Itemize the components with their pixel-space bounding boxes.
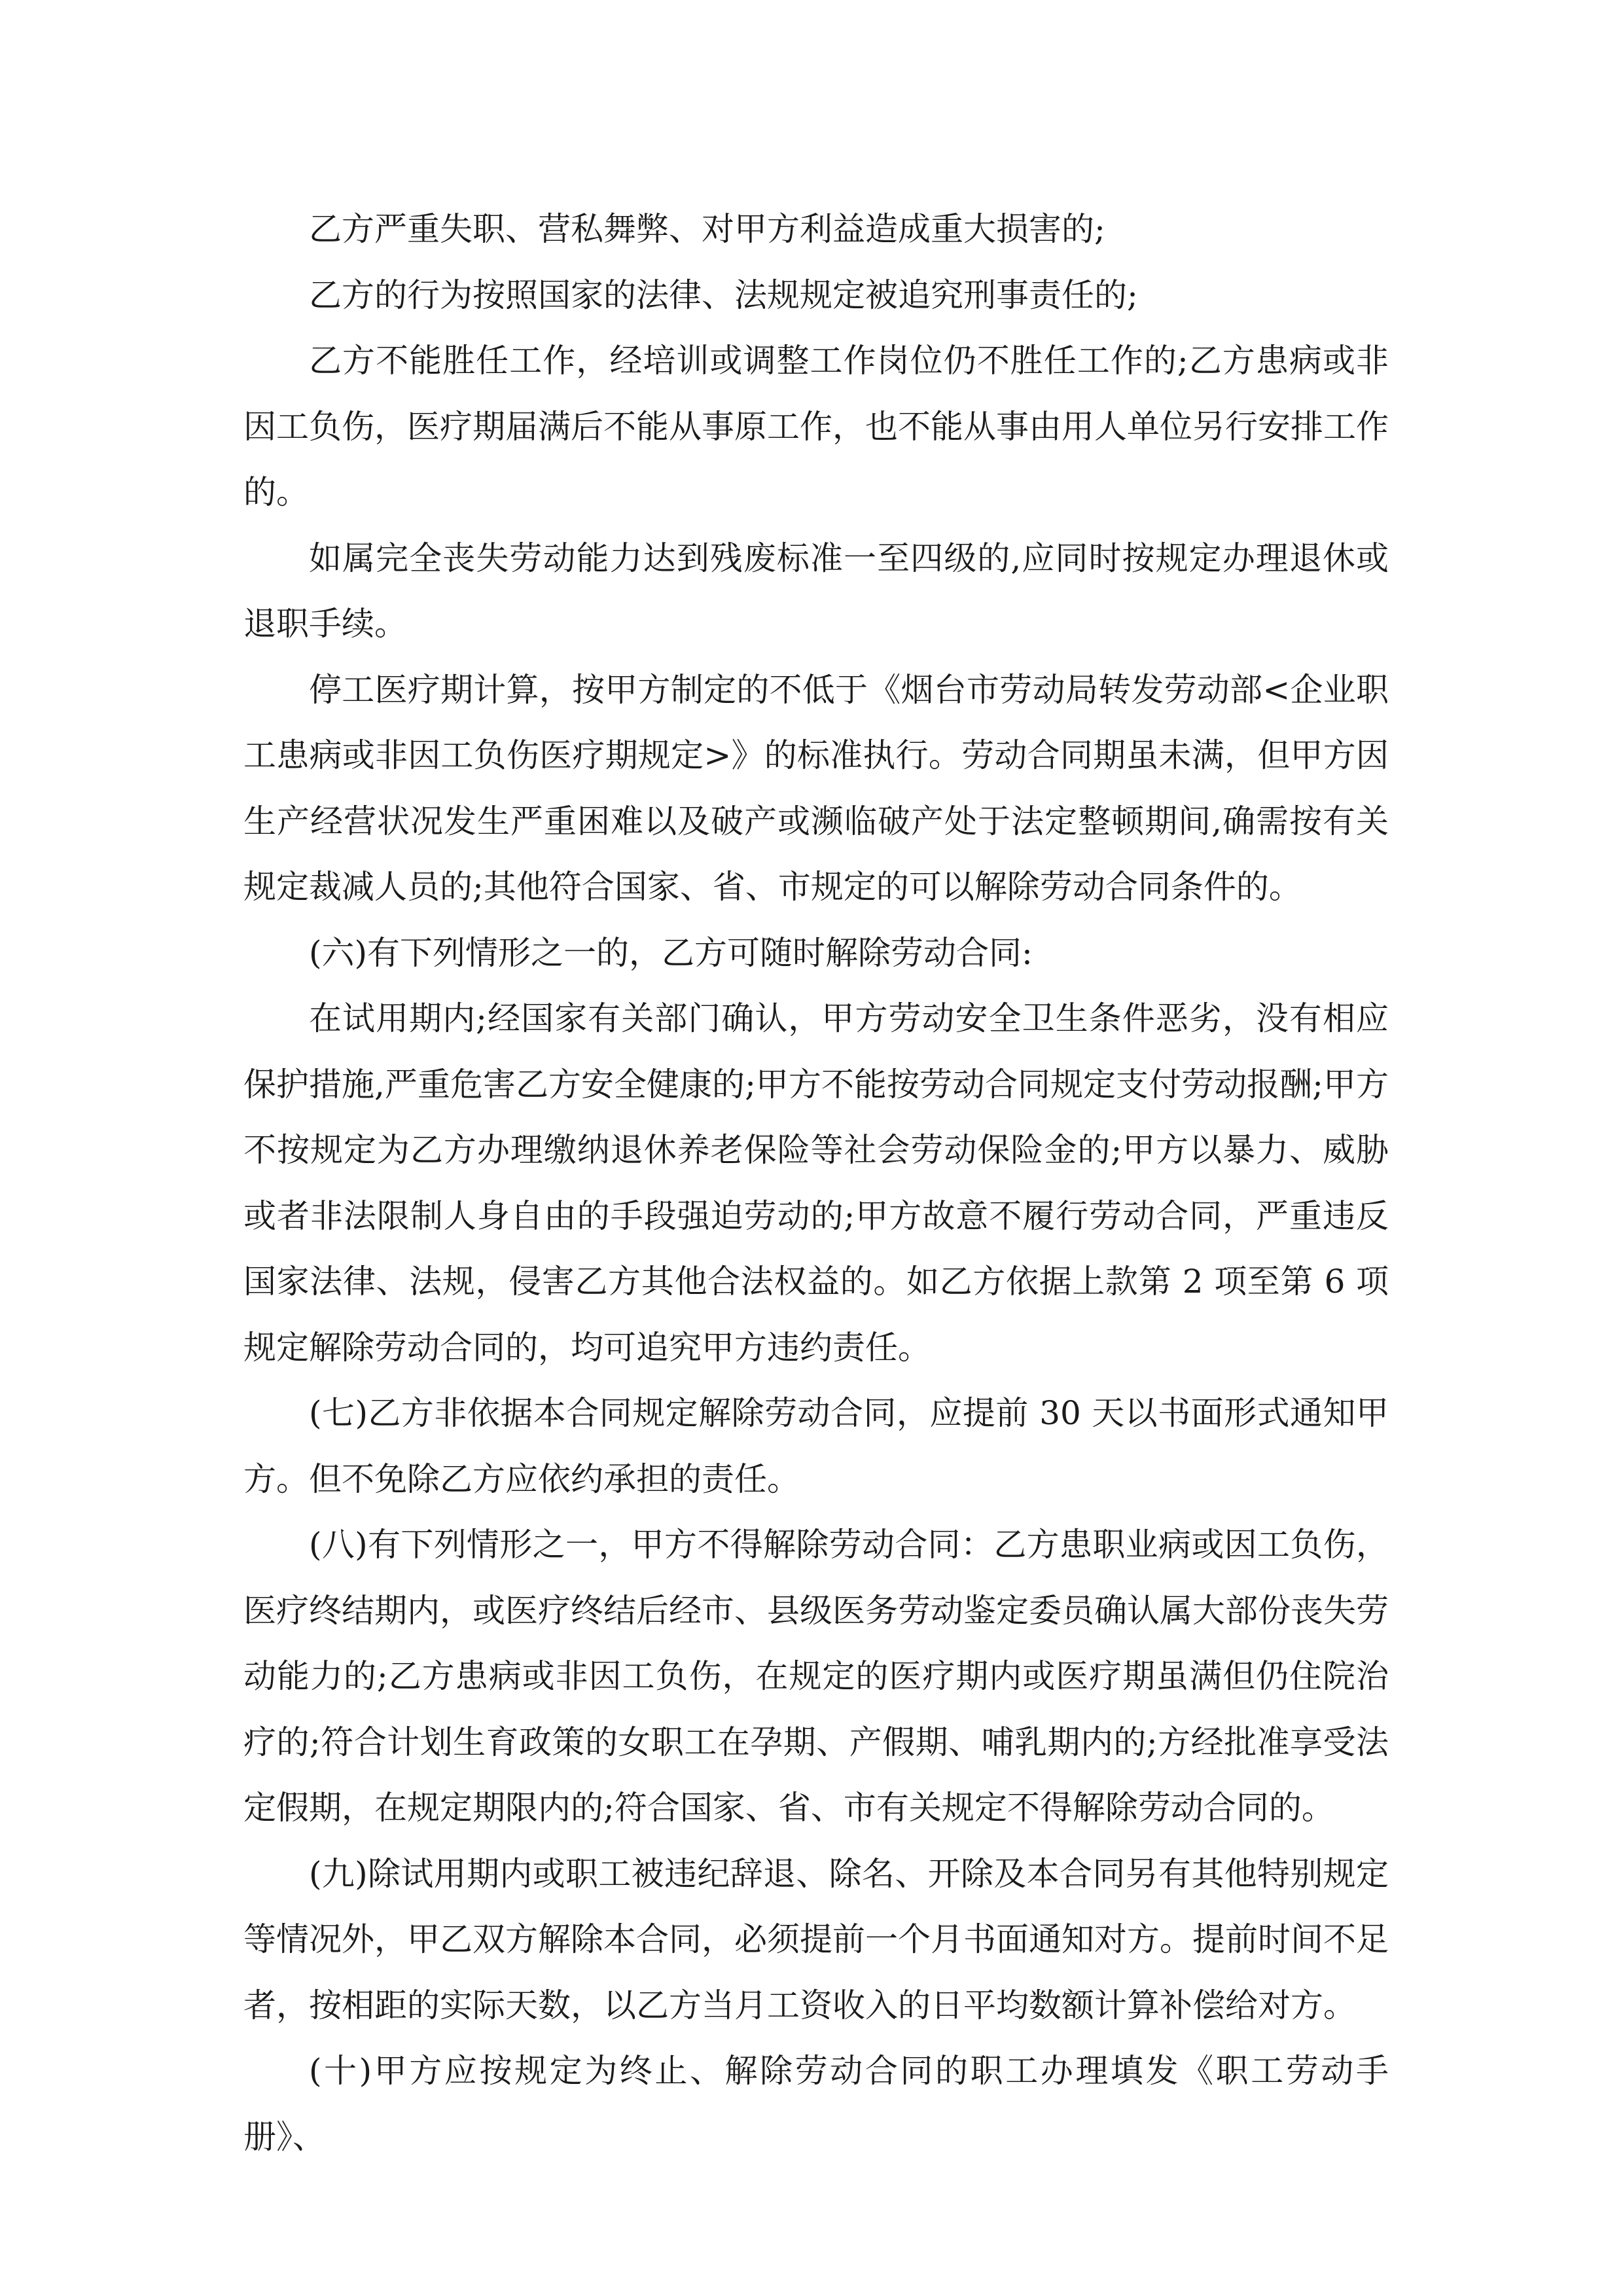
clause-eight: (八)有下列情形之一，甲方不得解除劳动合同：乙方患职业病或因工负伤，医疗终结期内，或医疗终结后经市、县级医务劳动鉴定委员确认属大部份丧失劳动能力的;乙方患病或非因工负伤，在规定的医疗期内或医疗期虽满但仍住院治疗的;符合计划生育政策的女职工在孕期、产假期、哺乳期内的;方经批准享受法定假期，在规定期限内的;符合国家、省、市有关规定不得解除劳动合同的。 bbox=[243, 1526, 1389, 1827]
clause-nine: (九)除试用期内或职工被违纪辞退、除名、开除及本合同另有其他特别规定等情况外，甲乙双方解除本合同，必须提前一个月书面通知对方。提前时间不足者，按相距的实际天数，以乙方当月工资收入的日平均数额计算补偿给对方。 bbox=[243, 1854, 1389, 2024]
clause-six-heading: (六)有下列情形之一的，乙方可随时解除劳动合同: bbox=[309, 933, 1033, 972]
clause-seven: (七)乙方非依据本合同规定解除劳动合同，应提前 30 天以书面形式通知甲方。但不免除乙方应依约承担的责任。 bbox=[243, 1394, 1389, 1498]
paragraph-5: 停工医疗期计算，按甲方制定的不低于《烟台市劳动局转发劳动部<企业职工患病或非因工负伤医疗期规定>》的标准执行。劳动合同期虽未满，但甲方因生产经营状况发生严重困难以及破产或濒临破产处于法定整顿期间,确需按有关规定裁减人员的;其他符合国家、省、市规定的可以解除劳动合同条件的。 bbox=[243, 670, 1389, 906]
paragraph-4: 如属完全丧失劳动能力达到残废标准一至四级的,应同时按规定办理退休或退职手续。 bbox=[243, 539, 1389, 643]
clause-ten: (十)甲方应按规定为终止、解除劳动合同的职工办理填发《职工劳动手册》、 bbox=[243, 2052, 1389, 2156]
paragraph-1: 乙方严重失职、营私舞弊、对甲方利益造成重大损害的; bbox=[309, 210, 1105, 248]
paragraph-3: 乙方不能胜任工作，经培训或调整工作岗位仍不胜任工作的;乙方患病或非因工负伤，医疗期届满后不能从事原工作，也不能从事由用人单位另行安排工作的。 bbox=[243, 342, 1389, 511]
paragraph-2: 乙方的行为按照国家的法律、法规规定被追究刑事责任的; bbox=[309, 276, 1138, 314]
document-body bbox=[243, 196, 1389, 2170]
paragraph-7: 在试用期内;经国家有关部门确认，甲方劳动安全卫生条件恶劣，没有相应保护措施,严重危害乙方安全健康的;甲方不能按劳动合同规定支付劳动报酬;甲方不按规定为乙方办理缴纳退休养老保险等社会劳动保险金的;甲方以暴力、威胁或者非法限制人身自由的手段强迫劳动的;甲方故意不履行劳动合同，严重违反国家法律、法规，侵害乙方其他合法权益的。如乙方依据上款第 2 项至第 6 项规定解除劳动合同的，均可追究甲方违约责任。 bbox=[243, 999, 1389, 1367]
